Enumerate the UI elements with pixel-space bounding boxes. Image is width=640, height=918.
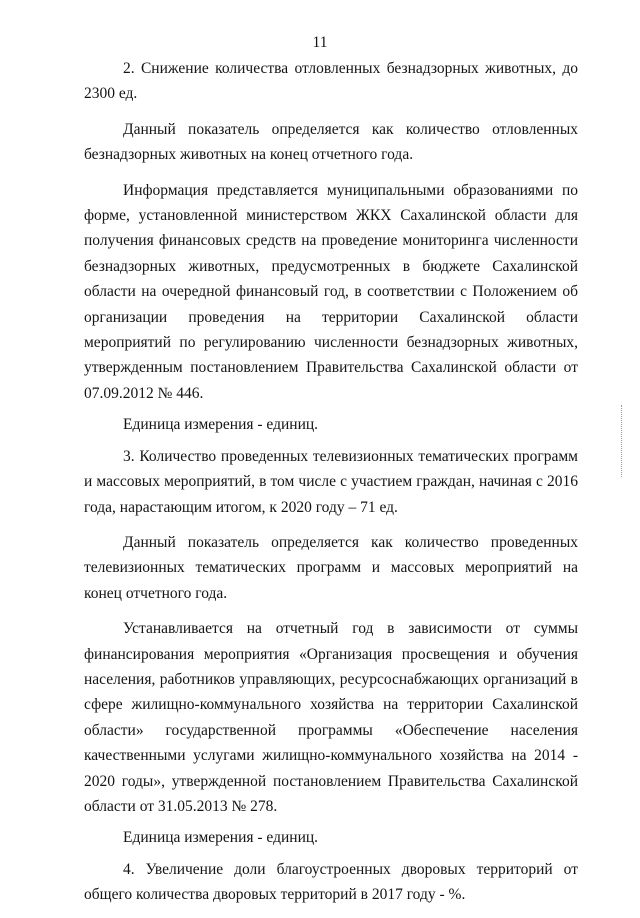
paragraph-indicator-4: 4. Увеличение доли благоустроенных дворовых территорий от общего количества дворовых территорий в 2017 году - %. [84,860,578,904]
paragraph-unit-1: Единица измерения - единиц. [123,416,319,434]
paragraph-indicator-2-source: Информация представляется муниципальными образованиями по форме, установленной министерством ЖКХ Сахалинской области для получения финансовых средств на проведение мониторинга численности безнадзорных животных, предусмотренных в бюджете Сахалинской области на очередной финансовый год, в соответствии с Положением об организации проведения на территории Сахалинской области мероприятий по регулированию численности безнадзорных животных, утвержденным постановлением Правительства Сахалинской области от 07.09.2012 № 446. [84,181,578,402]
paragraph-indicator-3-source: Устанавливается на отчетный год в зависимости от суммы финансирования мероприятия «Организация просвещения и обучения населения, работников управляющих, ресурсоснабжающих организаций в сфере жилищно-коммунального хозяйства на территории Сахалинской области» государственной программы «Обеспечение населения качественными услугами жилищно-коммунального хозяйства на 2014 - 2020 годы», утвержденной постановлением Правительства Сахалинской области от 31.05.2013 № 278. [84,620,578,815]
page-number: 11 [312,34,328,51]
document-body [84,56,578,918]
paragraph-indicator-2: 2. Снижение количества отловленных безнадзорных животных, до 2300 ед. [84,60,578,103]
paragraph-unit-2: Единица измерения - единиц. [123,829,319,847]
scan-edge-mark [620,405,622,477]
paragraph-indicator-3-definition: Данный показатель определяется как количество проведенных телевизионных тематических программ и массовых мероприятий на конец отчетного года. [84,533,578,602]
paragraph-indicator-2-definition: Данный показатель определяется как количество отловленных безнадзорных животных на конец отчетного года. [84,120,578,164]
paragraph-indicator-3: 3. Количество проведенных телевизионных тематических программ и массовых мероприятий, в том числе с участием граждан, начиная с 2016 года, нарастающим итогом, к 2020 году – 71 ед. [84,447,578,516]
